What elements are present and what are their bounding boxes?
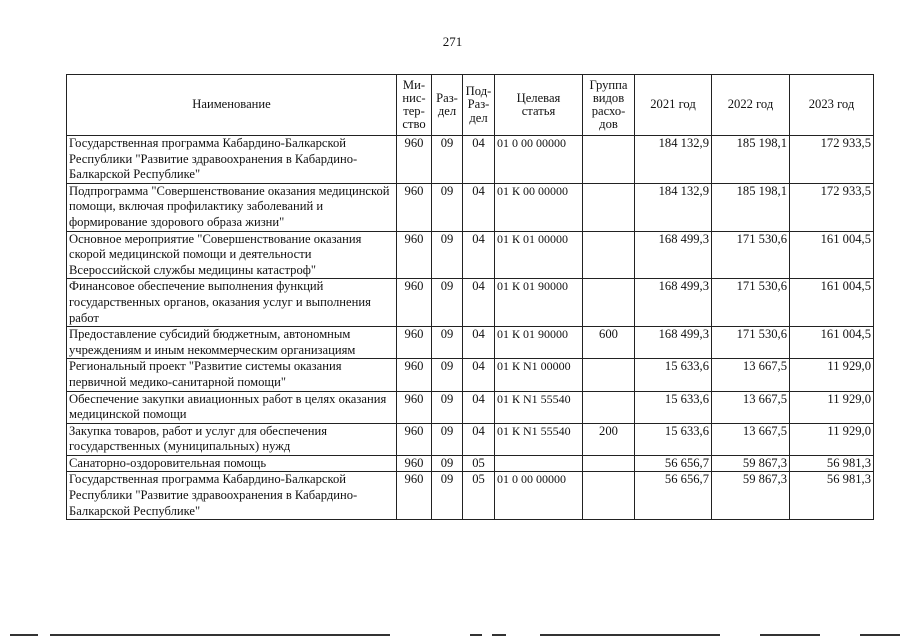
cell-group: 200 <box>583 423 635 455</box>
cell-name: Предоставление субсидий бюджетным, автономным учреждениям и иным некоммерческим организациям <box>67 327 397 359</box>
cell-section: 09 <box>432 183 463 231</box>
cell-2023: 161 004,5 <box>790 327 874 359</box>
cell-ministry: 960 <box>397 231 432 279</box>
header-2022: 2022 год <box>712 75 790 136</box>
cell-2023: 172 933,5 <box>790 136 874 184</box>
table-row <box>67 391 874 423</box>
cell-group <box>583 391 635 423</box>
cell-name: Подпрограмма "Совершенствование оказания медицинской помощи, включая профилактику заболеваний и формирование здорового образа жизни" <box>67 183 397 231</box>
cell-name: Обеспечение закупки авиационных работ в целях оказания медицинской помощи <box>67 391 397 423</box>
cell-group <box>583 231 635 279</box>
cell-2021: 168 499,3 <box>635 279 712 327</box>
cell-target: 01 К 01 00000 <box>495 231 583 279</box>
cell-subsection: 04 <box>463 279 495 327</box>
cell-name: Финансовое обеспечение выполнения функций государственных органов, оказания услуг и выполнения работ <box>67 279 397 327</box>
cell-subsection: 04 <box>463 327 495 359</box>
cell-ministry: 960 <box>397 183 432 231</box>
cell-2022: 59 867,3 <box>712 455 790 472</box>
cell-group <box>583 359 635 391</box>
cell-name: Государственная программа Кабардино-Балкарской Республики "Развитие здравоохранения в Кабардино-Балкарской Республике" <box>67 472 397 520</box>
cell-section: 09 <box>432 391 463 423</box>
cell-2021: 15 633,6 <box>635 359 712 391</box>
cell-ministry: 960 <box>397 359 432 391</box>
cell-section: 09 <box>432 279 463 327</box>
cell-ministry: 960 <box>397 391 432 423</box>
cell-target: 01 0 00 00000 <box>495 472 583 520</box>
cell-group <box>583 183 635 231</box>
cell-2023: 11 929,0 <box>790 391 874 423</box>
cell-2021: 168 499,3 <box>635 327 712 359</box>
footer-rule <box>760 634 820 636</box>
cell-subsection: 04 <box>463 423 495 455</box>
cell-subsection: 04 <box>463 359 495 391</box>
cell-target: 01 К 01 90000 <box>495 279 583 327</box>
cell-name: Санаторно-оздоровительная помощь <box>67 455 397 472</box>
cell-2021: 184 132,9 <box>635 136 712 184</box>
cell-ministry: 960 <box>397 327 432 359</box>
header-section: Раз- дел <box>432 75 463 136</box>
cell-ministry: 960 <box>397 423 432 455</box>
cell-subsection: 05 <box>463 455 495 472</box>
cell-2023: 11 929,0 <box>790 423 874 455</box>
cell-2021: 168 499,3 <box>635 231 712 279</box>
cell-group <box>583 279 635 327</box>
cell-ministry: 960 <box>397 472 432 520</box>
table-row <box>67 183 874 231</box>
table-row <box>67 455 874 472</box>
cell-2021: 56 656,7 <box>635 455 712 472</box>
table-row <box>67 327 874 359</box>
cell-2022: 171 530,6 <box>712 327 790 359</box>
header-group: Группа видов расхо- дов <box>583 75 635 136</box>
footer-rule <box>470 634 482 636</box>
cell-ministry: 960 <box>397 279 432 327</box>
cell-name: Государственная программа Кабардино-Балкарской Республики "Развитие здравоохранения в Кабардино-Балкарской Республике" <box>67 136 397 184</box>
table-row <box>67 472 874 520</box>
cell-2023: 161 004,5 <box>790 279 874 327</box>
header-2021: 2021 год <box>635 75 712 136</box>
footer-rule <box>860 634 900 636</box>
table-row <box>67 423 874 455</box>
cell-2022: 171 530,6 <box>712 279 790 327</box>
cell-section: 09 <box>432 472 463 520</box>
cell-2023: 172 933,5 <box>790 183 874 231</box>
cell-2022: 13 667,5 <box>712 423 790 455</box>
cell-2022: 171 530,6 <box>712 231 790 279</box>
cell-target: 01 К N1 00000 <box>495 359 583 391</box>
cell-2022: 13 667,5 <box>712 391 790 423</box>
footer-rule <box>50 634 390 636</box>
cell-section: 09 <box>432 231 463 279</box>
cell-subsection: 04 <box>463 183 495 231</box>
cell-subsection: 04 <box>463 231 495 279</box>
cell-section: 09 <box>432 136 463 184</box>
cell-2022: 185 198,1 <box>712 183 790 231</box>
table-body <box>67 136 874 520</box>
cell-subsection: 04 <box>463 136 495 184</box>
cell-target: 01 К N1 55540 <box>495 423 583 455</box>
cell-2022: 13 667,5 <box>712 359 790 391</box>
cell-2022: 185 198,1 <box>712 136 790 184</box>
budget-table <box>66 74 874 520</box>
cell-target: 01 К N1 55540 <box>495 391 583 423</box>
footer-rule <box>540 634 720 636</box>
footer-rule <box>10 634 38 636</box>
header-ministry: Ми- нис- тер- ство <box>397 75 432 136</box>
table-row <box>67 359 874 391</box>
cell-subsection: 05 <box>463 472 495 520</box>
cell-2023: 161 004,5 <box>790 231 874 279</box>
cell-target: 01 К 00 00000 <box>495 183 583 231</box>
cell-section: 09 <box>432 359 463 391</box>
cell-2023: 56 981,3 <box>790 472 874 520</box>
header-target: Целевая статья <box>495 75 583 136</box>
footer-rule <box>492 634 506 636</box>
cell-2021: 15 633,6 <box>635 423 712 455</box>
cell-2021: 15 633,6 <box>635 391 712 423</box>
header-name: Наименование <box>67 75 397 136</box>
cell-target: 01 0 00 00000 <box>495 136 583 184</box>
page-number: 271 <box>442 34 463 49</box>
table-row <box>67 136 874 184</box>
table-row <box>67 231 874 279</box>
cell-subsection: 04 <box>463 391 495 423</box>
cell-group <box>583 472 635 520</box>
cell-2023: 11 929,0 <box>790 359 874 391</box>
cell-name: Основное мероприятие "Совершенствование оказания скорой медицинской помощи и деятельности Всероссийской службы медицины катастроф" <box>67 231 397 279</box>
cell-section: 09 <box>432 423 463 455</box>
cell-group <box>583 136 635 184</box>
cell-target <box>495 455 583 472</box>
cell-ministry: 960 <box>397 455 432 472</box>
cell-2021: 184 132,9 <box>635 183 712 231</box>
cell-section: 09 <box>432 327 463 359</box>
cell-ministry: 960 <box>397 136 432 184</box>
cell-section: 09 <box>432 455 463 472</box>
table-row <box>67 279 874 327</box>
cell-name: Региональный проект "Развитие системы оказания первичной медико-санитарной помощи" <box>67 359 397 391</box>
cell-2021: 56 656,7 <box>635 472 712 520</box>
cell-2022: 59 867,3 <box>712 472 790 520</box>
cell-group <box>583 455 635 472</box>
header-subsection: Под- Раз- дел <box>463 75 495 136</box>
table-header-row <box>67 75 874 136</box>
cell-group: 600 <box>583 327 635 359</box>
cell-name: Закупка товаров, работ и услуг для обеспечения государственных (муниципальных) нужд <box>67 423 397 455</box>
header-2023: 2023 год <box>790 75 874 136</box>
cell-2023: 56 981,3 <box>790 455 874 472</box>
cell-target: 01 К 01 90000 <box>495 327 583 359</box>
